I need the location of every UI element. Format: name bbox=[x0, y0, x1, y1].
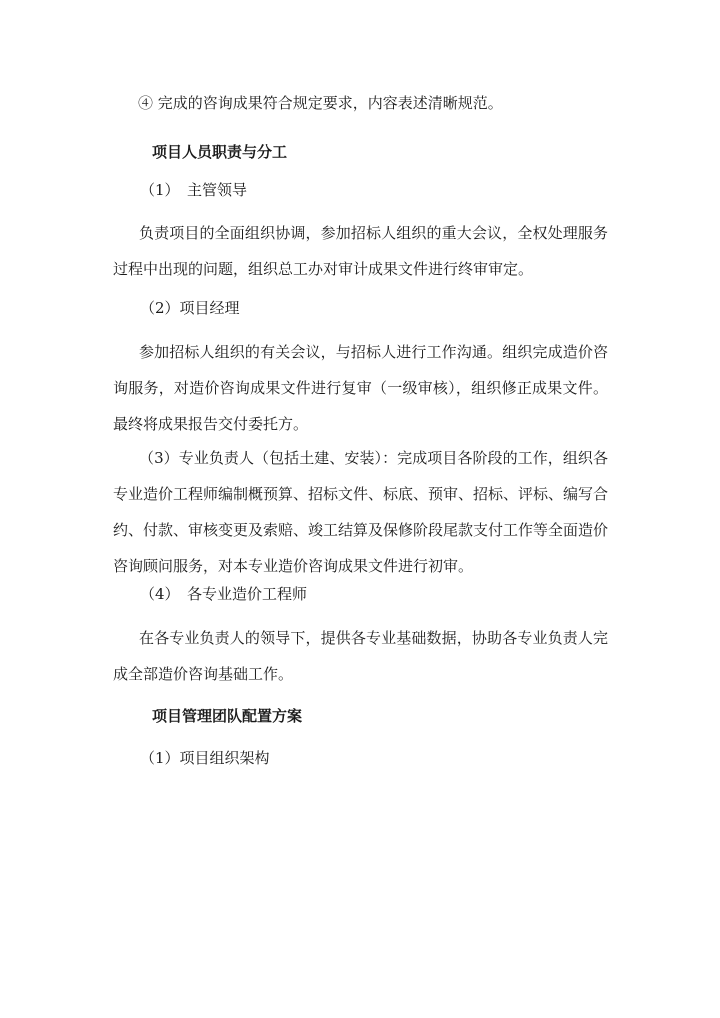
role-heading-supervisor: （1） 主管领导 bbox=[140, 181, 248, 199]
role-body-project-manager: 参加招标人组织的有关会议，与招标人进行工作沟通。组织完成造价咨询服务，对造价咨询成果文件进行复审（一级审核），组织修正成果文件。最终将成果报告交付委托方。 bbox=[113, 343, 608, 433]
team-sub-heading: （1）项目组织架构 bbox=[140, 749, 270, 767]
role-body-cost-engineer: 在各专业负责人的领导下，提供各专业基础数据，协助各专业负责人完成全部造价咨询基础工作。 bbox=[113, 629, 608, 683]
list-item-4: ④ 完成的咨询成果符合规定要求，内容表述清晰规范。 bbox=[138, 94, 503, 112]
role-body-discipline-lead: （3）专业负责人（包括土建、安装）：完成项目各阶段的工作，组织各专业造价工程师编制概预算、招标文件、标底、预审、招标、评标、编写合约、付款、审核变更及索赔、竣工结算及保修阶段尾款支付工作等全面造价咨询顾问服务，对本专业造价咨询成果文件进行初审。 bbox=[113, 449, 609, 575]
section-heading-duties: 项目人员职责与分工 bbox=[152, 143, 288, 161]
role-heading-cost-engineer: （4） 各专业造价工程师 bbox=[140, 585, 308, 603]
role-heading-project-manager: （2）项目经理 bbox=[140, 299, 240, 317]
role-body-supervisor: 负责项目的全面组织协调，参加招标人组织的重大会议，全权处理服务过程中出现的问题，组织总工办对审计成果文件进行终审审定。 bbox=[113, 224, 608, 278]
section-heading-team: 项目管理团队配置方案 bbox=[152, 707, 303, 725]
